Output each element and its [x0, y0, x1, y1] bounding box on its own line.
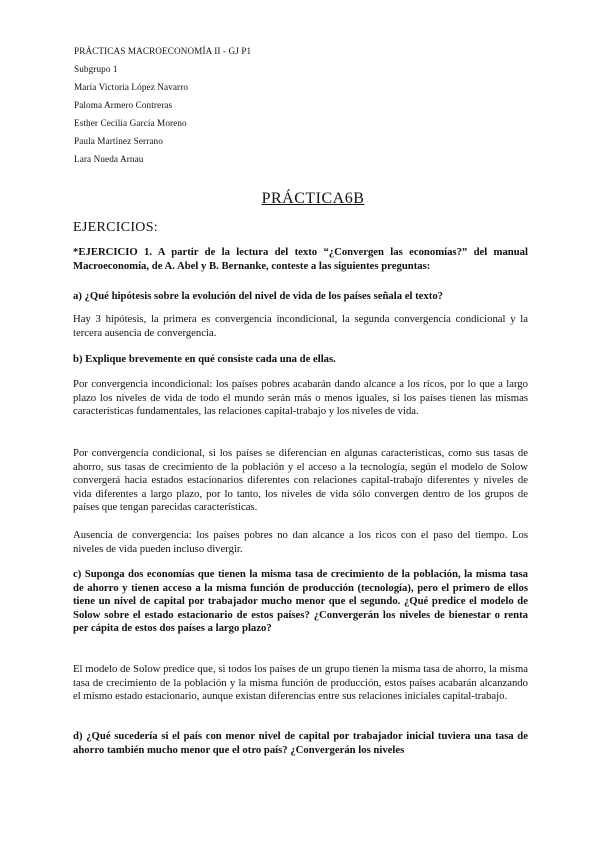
page-title: PRÁCTICA6B — [261, 190, 365, 207]
answer-b-unconditional: Por convergencia incondicional: los países pobres acabarán dando alcance a los ricos, por lo que a largo plazo los niveles de vida de todo el mundo serán más o menos iguales, si los países tienen las mismas características fundamentales, las relaciones capital-trabajo y los niveles de vida. — [73, 378, 528, 418]
subgroup-label: Subgrupo 1 — [74, 64, 118, 74]
question-a: a) ¿Qué hipótesis sobre la evolución del nivel de vida de los países señala el texto? — [73, 290, 444, 302]
answer-a: Hay 3 hipótesis, la primera es convergencia incondicional, la segunda convergencia condicional y la tercera ausencia de convergencia. — [73, 313, 528, 339]
member-name: Paloma Armero Contreras — [74, 100, 173, 110]
course-header: PRÁCTICAS MACROECONOMÍA II - GJ P1 — [74, 46, 252, 56]
member-name: María Victoria López Navarro — [74, 82, 189, 92]
answer-c: El modelo de Solow predice que, si todos los países de un grupo tienen la misma tasa de ahorro, la misma tasa de crecimiento de la población y la misma función de producción, estos países acabarán alcanzando el mismo estado estacionario, aunque existan diferencias entre sus relaciones iniciales capital-trabajo. — [73, 663, 528, 703]
question-c: c) Suponga dos economías que tienen la misma tasa de crecimiento de la población, la misma tasa de ahorro y tienen acceso a la misma función de producción (tecnología), pero el primero de ellos tiene un nivel de capital por trabajador mucho menor que el segundo. ¿Qué predice el modelo de Solow sobre el estado estacionario de estos países? ¿Convergerán los niveles de bienestar o renta per cápita de estos dos países a largo plazo? — [73, 568, 528, 635]
question-d: d) ¿Qué sucedería si el país con menor nivel de capital por trabajador inicial tuviera una tasa de ahorro también mucho menor que el otro país? ¿Convergerán los niveles — [73, 730, 528, 756]
answer-b-conditional: Por convergencia condicional, si los países se diferencian en algunas características, como sus tasas de ahorro, sus tasas de crecimiento de la población y el acceso a la tecnología, según el modelo de Solow convergerá hacia estados estacionarios diferentes con relaciones capital-trabajo diferentes y niveles de vida diferentes a largo plazo, por lo tanto, los niveles de vida sólo convergen dentro de los grupos de países que tengan parecidas características. — [73, 447, 528, 514]
member-name: Esther Cecilia García Moreno — [74, 118, 187, 128]
member-name: Lara Nueda Arnau — [74, 154, 144, 164]
exercise-intro: *EJERCICIO 1. A partir de la lectura del texto “¿Convergen las economías?” del manual Macroeconomía, de A. Abel y B. Bernanke, conteste a las siguientes preguntas: — [73, 246, 528, 272]
section-heading: EJERCICIOS: — [73, 220, 158, 235]
question-b: b) Explique brevemente en qué consiste cada una de ellas. — [73, 353, 336, 365]
answer-b-no-convergence: Ausencia de convergencia: los países pobres no dan alcance a los ricos con el paso del tiempo. Los niveles de vida pueden incluso divergir. — [73, 529, 528, 555]
member-name: Paula Martínez Serrano — [74, 136, 163, 146]
